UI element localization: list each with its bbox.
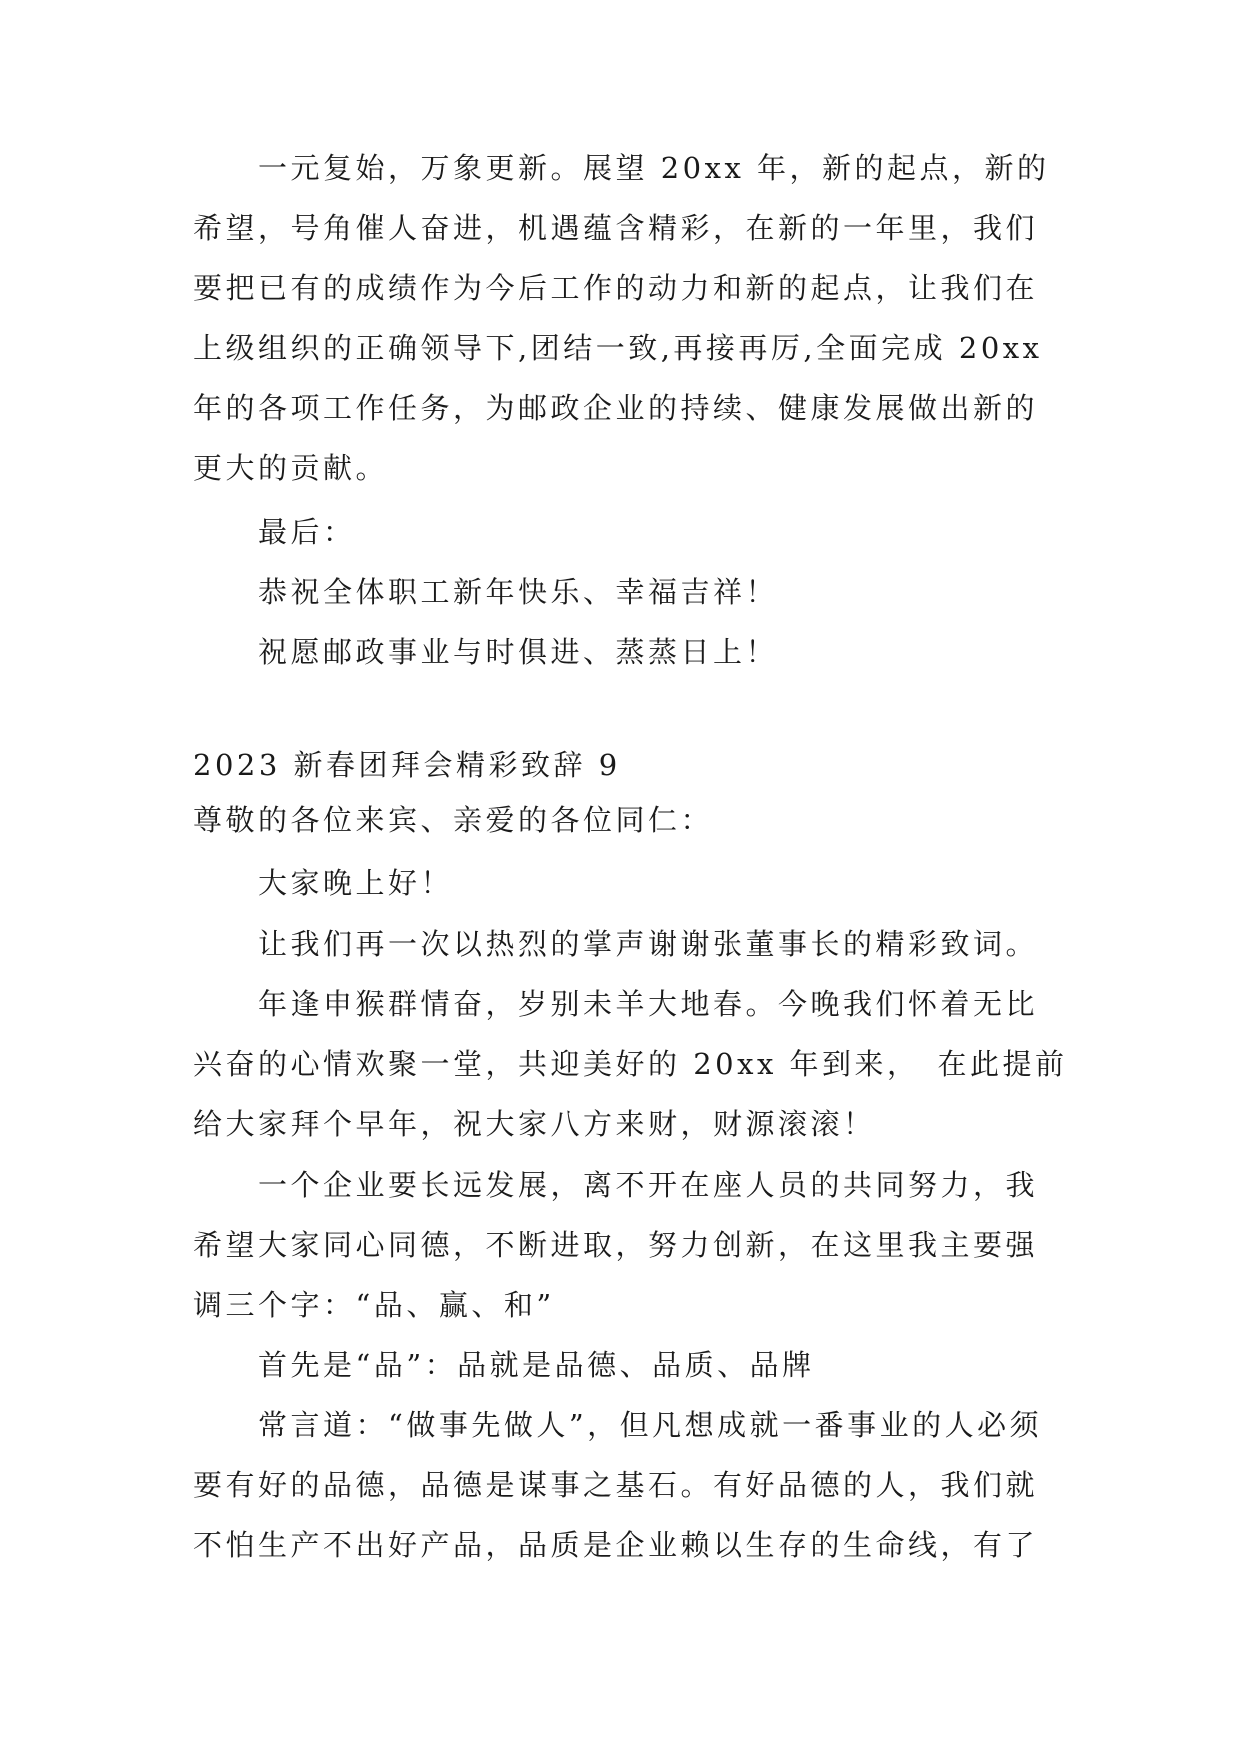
paragraph-line: 更大的贡献。 [193,451,389,485]
paragraph-line: 调三个字：“品、赢、和” [193,1288,555,1322]
paragraph-line: 兴奋的心情欢聚一堂，共迎美好的 20xx 年到来， 在此提前 [193,1047,1068,1081]
paragraph-line: 要有好的品德，品德是谋事之基石。有好品德的人，我们就 [193,1468,1039,1502]
closing-label: 最后： [258,515,356,549]
paragraph-line: 希望，号角催人奋进，机遇蕴含精彩，在新的一年里，我们 [193,211,1039,245]
section-title: 2023 新春团拜会精彩致辞 9 [193,748,621,782]
paragraph-line: 给大家拜个早年，祝大家八方来财，财源滚滚！ [193,1107,876,1141]
paragraph-line: 希望大家同心同德，不断进取，努力创新，在这里我主要强 [193,1228,1039,1262]
paragraph-line: 一元复始，万象更新。展望 20xx 年，新的起点，新的 [258,151,1050,185]
wish-line: 祝愿邮政事业与时俱进、蒸蒸日上！ [258,635,779,669]
paragraph-line: 上级组织的正确领导下,团结一致,再接再厉,全面完成 20xx [193,331,1043,365]
paragraph-line: 一个企业要长远发展，离不开在座人员的共同努力，我 [258,1168,1039,1202]
first-point-line: 首先是“品”：品就是品德、品质、品牌 [258,1348,815,1382]
paragraph-line: 常言道：“做事先做人”，但凡想成就一番事业的人必须 [258,1408,1043,1442]
paragraph-line: 年的各项工作任务，为邮政企业的持续、健康发展做出新的 [193,391,1039,425]
paragraph-line: 要把已有的成绩作为今后工作的动力和新的起点，让我们在 [193,271,1039,305]
thanks-line: 让我们再一次以热烈的掌声谢谢张董事长的精彩致词。 [258,927,1039,961]
greeting: 大家晚上好！ [258,866,454,900]
wish-line: 恭祝全体职工新年快乐、幸福吉祥！ [258,575,779,609]
paragraph-line: 年逢申猴群情奋，岁别未羊大地春。今晚我们怀着无比 [258,987,1039,1021]
paragraph-line: 不怕生产不出好产品，品质是企业赖以生存的生命线，有了 [193,1528,1039,1562]
salutation: 尊敬的各位来宾、亲爱的各位同仁： [193,803,714,837]
